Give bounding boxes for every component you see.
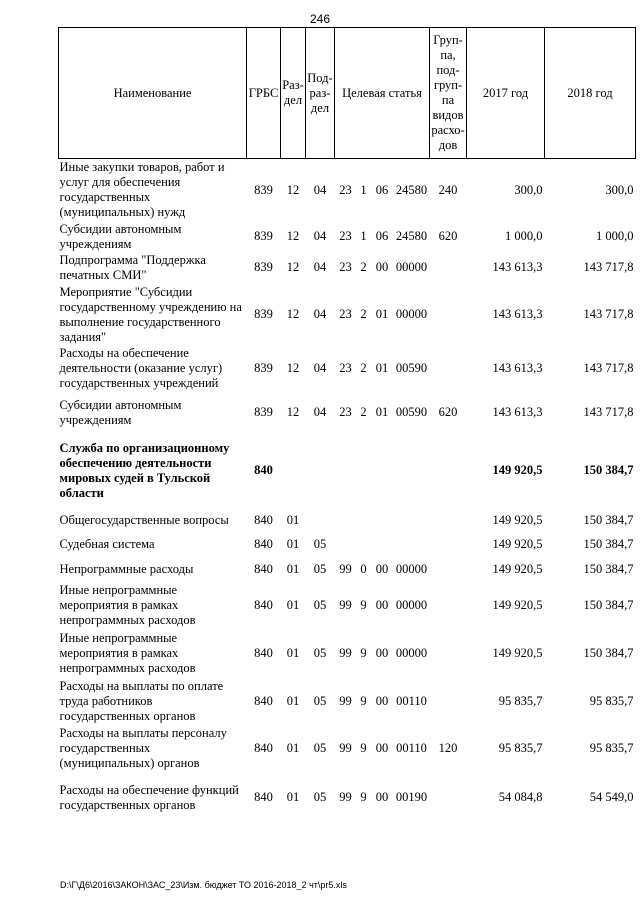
cell-grbs: 840 xyxy=(254,512,273,527)
cell-pr: 05 xyxy=(313,561,327,576)
cell-cs4: 00110 xyxy=(396,693,427,708)
cell-cs2: 1 xyxy=(360,182,367,197)
cell-name: Непрограммные расходы xyxy=(59,561,194,576)
cell-y2018: 150 384,7 xyxy=(583,598,634,612)
cell-cs4: 00110 xyxy=(396,741,427,755)
cell-grbs: 840 xyxy=(254,598,273,612)
cell-grbs: 840 xyxy=(254,693,273,708)
cell-cs1: 99 xyxy=(339,561,352,576)
cell-name: Подпрограмма "Поддержка печатных СМИ" xyxy=(59,252,206,282)
cell-rz xyxy=(281,434,306,508)
cell-vr xyxy=(430,630,467,678)
cell-cs4: 24580 xyxy=(395,229,428,243)
cell-rz: 12 xyxy=(286,260,300,274)
cell-grbs: 840 xyxy=(254,790,273,804)
cell-name: Иные закупки товаров, работ и услуг для обеспечения государственных (муниципальных) нужд xyxy=(59,160,225,220)
cell-grbs: 839 xyxy=(254,260,273,274)
cell-y2017: 95 835,7 xyxy=(498,741,543,755)
cell-cs4 xyxy=(394,508,430,533)
cell-vr xyxy=(430,582,467,630)
cell-vr: 620 xyxy=(438,405,458,419)
cell-cs4: 00000 xyxy=(395,260,428,274)
cell-grbs: 840 xyxy=(254,463,273,477)
cell-cs1: 99 xyxy=(339,693,352,708)
cell-name: Судебная система xyxy=(59,537,155,551)
budget-table xyxy=(58,27,636,823)
cell-cs1: 23 xyxy=(339,307,352,321)
cell-pr xyxy=(306,508,335,533)
cell-vr xyxy=(430,508,467,533)
cell-y2018: 143 717,8 xyxy=(583,307,634,321)
cell-y2017: 149 920,5 xyxy=(492,463,543,477)
cell-pr xyxy=(306,434,335,508)
cell-pr: 04 xyxy=(313,260,327,274)
cell-cs3: 00 xyxy=(375,561,389,576)
cell-cs2: 2 xyxy=(360,307,367,321)
cell-y2017: 95 835,7 xyxy=(498,693,543,708)
header-gruppa: Груп-па, под-груп-па видов расхо-дов xyxy=(430,28,467,159)
cell-cs1: 23 xyxy=(339,229,352,243)
cell-vr xyxy=(430,434,467,508)
cell-y2018: 150 384,7 xyxy=(583,463,634,477)
header-celevaya-statya: Целевая статья xyxy=(335,28,430,159)
header-2017: 2017 год xyxy=(467,28,545,159)
cell-cs2 xyxy=(357,508,371,533)
cell-rz: 01 xyxy=(286,790,300,804)
cell-y2018: 150 384,7 xyxy=(583,646,634,660)
header-podrazdel: Под-раз-дел xyxy=(306,28,335,159)
header-name: Наименование xyxy=(59,28,247,159)
cell-y2017: 143 613,3 xyxy=(492,361,543,375)
cell-cs2: 9 xyxy=(360,646,367,660)
cell-pr: 05 xyxy=(313,537,327,551)
cell-y2018: 150 384,7 xyxy=(583,537,634,551)
cell-pr: 04 xyxy=(313,405,327,419)
cell-name: Субсидии автономным учреждениям xyxy=(59,397,182,427)
cell-cs3 xyxy=(371,434,394,508)
cell-rz: 01 xyxy=(286,537,300,551)
cell-cs4: 00590 xyxy=(395,405,428,419)
cell-cs2: 1 xyxy=(360,229,367,243)
cell-name: Общегосударственные вопросы xyxy=(59,512,229,527)
cell-vr xyxy=(430,773,467,823)
cell-y2017: 300,0 xyxy=(514,182,543,197)
cell-vr: 120 xyxy=(438,741,458,755)
cell-y2017: 1 000,0 xyxy=(505,229,543,243)
table-row xyxy=(59,252,636,284)
cell-y2017: 149 920,5 xyxy=(492,646,543,660)
cell-cs3 xyxy=(371,533,394,557)
cell-y2017: 143 613,3 xyxy=(492,405,543,419)
cell-vr xyxy=(430,252,467,284)
cell-cs2: 9 xyxy=(360,598,367,612)
cell-rz: 12 xyxy=(286,307,300,321)
cell-y2018: 300,0 xyxy=(605,182,634,197)
cell-pr: 05 xyxy=(313,598,327,612)
cell-cs4: 24580 xyxy=(395,182,428,197)
cell-y2018: 95 835,7 xyxy=(589,741,634,755)
cell-cs2: 9 xyxy=(360,790,367,804)
cell-y2018: 143 717,8 xyxy=(583,405,634,419)
table-row xyxy=(59,434,636,508)
cell-grbs: 840 xyxy=(254,537,273,551)
table-row xyxy=(59,508,636,533)
cell-cs1 xyxy=(335,434,357,508)
cell-cs3: 00 xyxy=(375,741,389,755)
cell-cs3: 01 xyxy=(375,307,389,321)
cell-grbs: 839 xyxy=(254,229,273,243)
cell-cs1: 23 xyxy=(339,260,352,274)
cell-cs1: 99 xyxy=(339,646,352,660)
cell-name: Субсидии автономным учреждениям xyxy=(59,221,182,251)
cell-cs3: 00 xyxy=(375,646,389,660)
cell-cs1: 99 xyxy=(339,741,352,755)
cell-vr: 240 xyxy=(438,182,458,197)
header-razdel: Раз-дел xyxy=(281,28,306,159)
cell-y2018: 143 717,8 xyxy=(583,361,634,375)
cell-rz: 01 xyxy=(286,598,300,612)
cell-pr: 04 xyxy=(313,182,327,197)
cell-grbs: 839 xyxy=(254,307,273,321)
cell-y2017: 143 613,3 xyxy=(492,307,543,321)
cell-y2018: 95 835,7 xyxy=(589,693,634,708)
table-row xyxy=(59,284,636,346)
cell-cs1: 23 xyxy=(339,182,352,197)
cell-name: Служба по организационному обеспечению деятельности мировых судей в Тульской области xyxy=(59,440,230,500)
cell-rz: 12 xyxy=(286,361,300,375)
table-row xyxy=(59,678,636,725)
cell-y2017: 149 920,5 xyxy=(492,537,543,551)
cell-cs4: 00190 xyxy=(395,790,428,804)
cell-cs3: 06 xyxy=(375,182,389,197)
table-row xyxy=(59,725,636,773)
cell-cs3 xyxy=(371,508,394,533)
cell-vr xyxy=(430,284,467,346)
cell-cs2: 9 xyxy=(360,693,367,708)
cell-grbs: 840 xyxy=(254,561,273,576)
cell-rz: 01 xyxy=(286,512,300,527)
cell-rz: 01 xyxy=(286,561,300,576)
table-row xyxy=(59,582,636,630)
cell-name: Иные непрограммные мероприятия в рамках непрограммных расходов xyxy=(59,583,196,627)
cell-cs4: 00590 xyxy=(395,361,428,375)
cell-name: Расходы на обеспечение функций государственных органов xyxy=(59,782,239,812)
table-row xyxy=(59,346,636,392)
cell-cs1: 99 xyxy=(339,598,352,612)
cell-y2017: 54 084,8 xyxy=(498,790,543,804)
cell-y2018: 150 384,7 xyxy=(583,561,634,576)
cell-pr: 05 xyxy=(313,693,327,708)
cell-cs2: 2 xyxy=(360,361,367,375)
cell-grbs: 840 xyxy=(254,741,273,755)
cell-y2017: 149 920,5 xyxy=(492,561,543,576)
cell-cs4 xyxy=(394,533,430,557)
cell-cs3: 00 xyxy=(375,598,389,612)
cell-rz: 01 xyxy=(286,646,300,660)
table-row xyxy=(59,773,636,823)
header-2018: 2018 год xyxy=(545,28,636,159)
cell-pr: 04 xyxy=(313,361,327,375)
cell-cs2 xyxy=(357,533,371,557)
cell-y2018: 1 000,0 xyxy=(596,229,634,243)
cell-pr: 05 xyxy=(313,790,327,804)
table-header xyxy=(59,28,636,159)
cell-y2018: 150 384,7 xyxy=(583,512,634,527)
cell-y2017: 149 920,5 xyxy=(492,598,543,612)
cell-vr xyxy=(430,557,467,582)
cell-grbs: 840 xyxy=(254,646,273,660)
header-grbs: ГРБС xyxy=(247,28,281,159)
cell-pr: 04 xyxy=(313,307,327,321)
cell-y2018: 54 549,0 xyxy=(589,790,634,804)
cell-name: Расходы на выплаты персоналу государственных (муниципальных) органов xyxy=(59,726,227,770)
cell-rz: 01 xyxy=(286,693,300,708)
cell-name: Расходы на выплаты по оплате труда работников государственных органов xyxy=(59,678,224,723)
table-row xyxy=(59,557,636,582)
table-row xyxy=(59,630,636,678)
cell-y2017: 143 613,3 xyxy=(492,260,543,274)
cell-pr: 05 xyxy=(313,741,327,755)
cell-cs1: 23 xyxy=(339,405,352,419)
cell-vr xyxy=(430,346,467,392)
cell-cs4: 00000 xyxy=(395,598,428,612)
cell-vr: 620 xyxy=(438,229,458,243)
cell-cs4: 00000 xyxy=(395,561,428,576)
cell-grbs: 839 xyxy=(254,405,273,419)
cell-cs1 xyxy=(335,508,357,533)
table-row xyxy=(59,222,636,252)
cell-cs3: 06 xyxy=(375,229,389,243)
cell-cs3: 00 xyxy=(375,693,389,708)
cell-cs2: 2 xyxy=(360,405,367,419)
cell-cs1 xyxy=(335,533,357,557)
cell-name: Иные непрограммные мероприятия в рамках непрограммных расходов xyxy=(59,631,196,675)
cell-cs1: 99 xyxy=(339,790,352,804)
cell-grbs: 839 xyxy=(254,182,273,197)
cell-cs1: 23 xyxy=(339,361,352,375)
cell-y2017: 149 920,5 xyxy=(492,512,543,527)
cell-rz: 12 xyxy=(286,182,300,197)
cell-cs3: 01 xyxy=(375,361,389,375)
cell-cs2: 9 xyxy=(360,741,367,755)
cell-vr xyxy=(430,533,467,557)
table-row xyxy=(59,533,636,557)
cell-cs3: 00 xyxy=(375,790,389,804)
cell-grbs: 839 xyxy=(254,361,273,375)
cell-pr: 04 xyxy=(313,229,327,243)
cell-cs2 xyxy=(357,434,371,508)
cell-cs4 xyxy=(394,434,430,508)
cell-pr: 05 xyxy=(313,646,327,660)
table-row xyxy=(59,159,636,222)
file-path-footer: D:\Г\Д6\2016\ЗАКОН\ЗАС_23\Изм. бюджет ТО 2016-2018_2 чт\pr5.xls xyxy=(60,880,347,890)
cell-cs2: 2 xyxy=(360,260,367,274)
cell-rz: 12 xyxy=(286,229,300,243)
cell-rz: 12 xyxy=(286,405,300,419)
cell-vr xyxy=(430,678,467,725)
cell-cs3: 00 xyxy=(375,260,389,274)
cell-name: Расходы на обеспечение деятельности (оказание услуг) государственных учреждений xyxy=(59,346,223,390)
cell-cs4: 00000 xyxy=(395,307,428,321)
table-row xyxy=(59,392,636,434)
cell-cs4: 00000 xyxy=(395,646,428,660)
table-body xyxy=(59,159,636,823)
cell-cs2: 0 xyxy=(360,561,367,576)
page-number: 246 xyxy=(309,12,331,26)
cell-cs3: 01 xyxy=(375,405,389,419)
cell-name: Мероприятие "Субсидии государственному учреждению на выполнение государственного задания" xyxy=(59,284,242,344)
cell-y2018: 143 717,8 xyxy=(583,260,634,274)
cell-rz: 01 xyxy=(286,741,300,755)
